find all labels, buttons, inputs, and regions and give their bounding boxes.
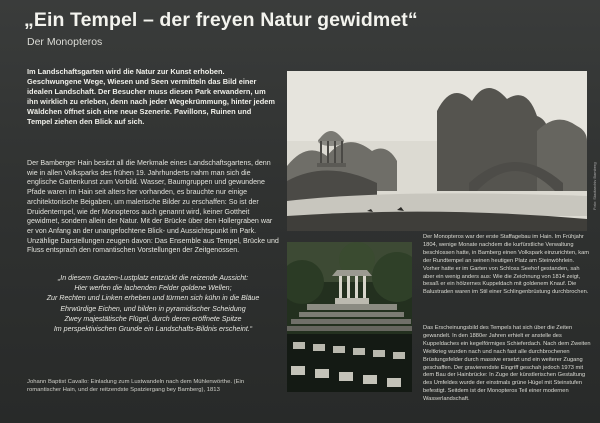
engraving-illustration: [287, 71, 587, 231]
board-title: „Ein Tempel – der freyen Natur gewidmet“: [24, 9, 418, 31]
quote-line: „In diesem Grazien-Lustplatz entzückt die reizende Aussicht:: [57, 274, 249, 282]
monopteros-photo: [287, 242, 412, 392]
historic-engraving-image: [287, 71, 587, 231]
quote-line: Zwey majestätische Flügel, durch deren eröffnete Spitze: [64, 314, 242, 323]
quote-source: Johann Baptist Cavallo: Einladung zum Lustwandeln nach dem Mühlenwörthe. (Ein romantischer Hain, und der reitzendste Spatziergang bey Bamberg), 1813: [27, 379, 245, 394]
quote-line: Hier werfen die lachenden Felder goldene Wellen;: [74, 284, 232, 293]
photo-illustration: [287, 242, 412, 392]
poem-quote: [27, 273, 279, 334]
caption-changes: Das Erscheinungsbild des Tempels hat sich über die Zeiten gewandelt. In den 1880er Jahren erhielt er anstelle des Kuppeldaches ein kegelförmiges Schieferdach. Nach dem Zweiten Weltkrieg wurden nach und nach fast alle durchbrochenen Brüstungsfelder durch massive ersetzt und ein weiterer Zugang geschaffen. Der gravierendste Eingriff geschah jedoch 1973 mit dem Bau der Hainbrücke: In Zuge der künstlerischen Gestaltung des Umfeldes wurde der einstmals grüne Hügel mit Steinstufen befestigt. Seitdem ist der Monopteros Teil einer modernen Wasserlandschaft.: [423, 325, 591, 403]
caption-history: Der Monopteros war der erste Staffagebau im Hain. Im Frühjahr 1804, wenige Monate nachdem die kurfürstliche Verwaltung beschlossen hatte, in Bamberg einen Volkspark einzurichten, kam der Rundtempel an seinen heutigen Platz am Steinwöhrlein. Vorher hatte er im Garten von Schloss Seehof gestanden, sah aber ein wenig anders aus: Wie die Zeichnung von 1814 zeigt, besaß er ein hölzernes Kuppeldach mit goldenem Knauf. Die Balustraden waren im Stil einer Schlingenbrüstung durchbrochen.: [423, 234, 589, 296]
quote-line: Ehrwürdige Eichen, und bilden in pyramidischer Scheidung: [60, 304, 246, 313]
quote-line: Im perspektivischen Grunde ein Landschafts-Bildnis erscheint.“: [53, 325, 253, 334]
board-subtitle: Der Monopteros: [27, 36, 103, 48]
quote-line: Zur Rechten und Linken erheben und türmen sich kühn in die Bläue: [46, 294, 260, 303]
photo-credit: Foto: Stadtarchiv Bamberg: [592, 162, 597, 210]
body-paragraph: Der Bamberger Hain besitzt all die Merkmale eines Landschaftsgartens, denn wie in allen Volksparks des frühen 19. Jahrhunderts nahm man sich die englische Gartenkunst zum Vorbild. Wasser, Baumgruppen und gewundene Pfade waren im Hain seit alters her vorhanden, es brauchte nur einige architektonische Beigaben, um malerische Bilder zu erschaffen: So ist der Druidentempel, wie der Monopteros auch genannt wird, keiner Gottheit gewidmet, sondern allein der Natur. Mit der Brücke über den Hollergraben war er von Anfang an der unangefochtene Blick- und Aussichtspunkt im Park. Unzählige Darstellungen zeugen davon: Das Ensemble aus Tempel, Brücke und Fluss entsprach den romantischen Vorstellungen der Zeitgenossen.: [27, 159, 279, 255]
intro-paragraph: Im Landschaftsgarten wird die Natur zur Kunst erhoben. Geschwungene Wege, Wiesen und Seen vermitteln das Bild einer idealen Landschaft. Der Besucher muss diesen Park erwandern, um ihn wirklich zu erleben, denn nach jeder Wegekrümmung, hinter jedem Wäldchen öffnet sich eine neue Szenerie. Pavillons, Ruinen und Tempel ziehen den Blick auf sich.: [27, 67, 275, 126]
